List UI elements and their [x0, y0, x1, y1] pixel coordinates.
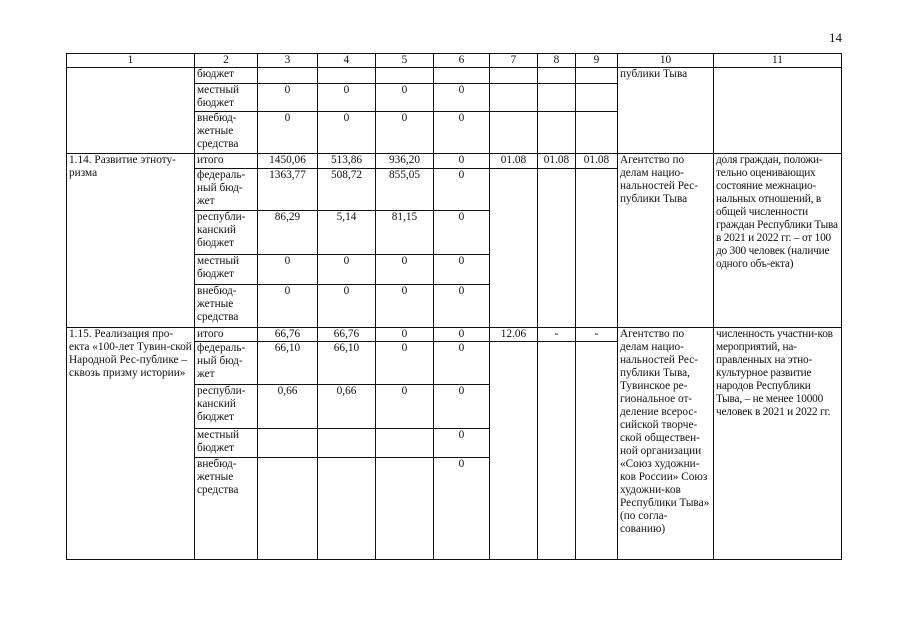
value-cell: 0	[434, 285, 490, 328]
value-cell	[376, 458, 434, 560]
value-cell: 0	[318, 255, 376, 285]
col-number: 6	[434, 54, 490, 68]
value-cell: 0,66	[258, 385, 318, 429]
table-row	[67, 68, 842, 84]
value-cell: 0	[376, 342, 434, 385]
date-cell: 01.08	[490, 154, 538, 169]
value-cell: 0	[258, 84, 318, 112]
funding-source: бюджет	[195, 68, 258, 84]
funding-source: республи-канский бюджет	[195, 385, 258, 429]
value-cell: 66,10	[258, 342, 318, 385]
value-cell: 0	[434, 342, 490, 385]
value-cell: 66,76	[318, 328, 376, 342]
table-row	[67, 328, 842, 342]
table-row	[67, 154, 842, 169]
page-number: 14	[829, 30, 842, 45]
date-cell: 01.08	[576, 154, 618, 169]
value-cell: 66,76	[258, 328, 318, 342]
value-cell: 5,14	[318, 211, 376, 255]
executor-cell: публики Тыва	[618, 68, 714, 154]
date-cell: 12.06	[490, 328, 538, 342]
date-cell: 01.08	[538, 154, 576, 169]
value-cell: 0	[318, 112, 376, 154]
col-number: 10	[618, 54, 714, 68]
funding-source: итого	[195, 154, 258, 169]
value-cell: 0	[376, 328, 434, 342]
funding-source: внебюд-жетные средства	[195, 458, 258, 560]
value-cell: 0	[434, 328, 490, 342]
value-cell: 0	[434, 84, 490, 112]
value-cell: 936,20	[376, 154, 434, 169]
value-cell	[318, 458, 376, 560]
value-cell: 0	[434, 458, 490, 560]
date-cell: -	[576, 328, 618, 342]
value-cell: 0	[318, 84, 376, 112]
indicator-cell: численность участни-ков мероприятий, на-правленных на этно-культурное развитие народов Республики Тыва, – не менее 10000 человек в 2021 и 2022 гг.	[714, 328, 842, 560]
program-table	[66, 53, 842, 560]
date-cell: -	[538, 328, 576, 342]
value-cell: 0	[434, 154, 490, 169]
value-cell: 0	[376, 84, 434, 112]
value-cell: 513,86	[318, 154, 376, 169]
value-cell: 1450,06	[258, 154, 318, 169]
value-cell: 508,72	[318, 169, 376, 211]
value-cell	[258, 429, 318, 458]
value-cell	[376, 429, 434, 458]
funding-source: итого	[195, 328, 258, 342]
measure-name-cell	[67, 68, 195, 154]
indicator-cell: доля граждан, положи-тельно оценивающих состояние межнацио-нальных отношений, в общей численности граждан Республики Тыва в 2021 и 2022 гг. – от 100 до 300 человек (наличие одного объ-екта)	[714, 154, 842, 328]
measure-name-cell: 1.14. Развитие этноту-ризма	[67, 154, 195, 328]
value-cell: 1363,77	[258, 169, 318, 211]
value-cell: 855,05	[376, 169, 434, 211]
value-cell: 0	[434, 112, 490, 154]
value-cell: 0,66	[318, 385, 376, 429]
value-cell: 0	[434, 429, 490, 458]
col-number: 2	[195, 54, 258, 68]
col-number: 11	[714, 54, 842, 68]
value-cell	[258, 458, 318, 560]
value-cell: 0	[434, 255, 490, 285]
col-number: 3	[258, 54, 318, 68]
executor-cell: Агентство по делам нацио-нальностей Рес-публики Тыва, Тувинское ре-гиональное от-деление всерос-сийской творче-ской обществен-ной организации «Союз художни-ков России» Союз художни-ков Республики Тыва» (по согла-сованию)	[618, 328, 714, 560]
value-cell: 0	[258, 285, 318, 328]
col-number: 4	[318, 54, 376, 68]
value-cell: 0	[434, 169, 490, 211]
funding-source: внебюд-жетные средства	[195, 285, 258, 328]
funding-source: местный бюджет	[195, 429, 258, 458]
funding-source: федераль-ный бюд-жет	[195, 169, 258, 211]
measure-name-cell: 1.15. Реализация про-екта «100-лет Тувин-ской Народной Рес-публике – сквозь призму истории»	[67, 328, 195, 560]
executor-cell: Агентство по делам нацио-нальностей Рес-публики Тыва	[618, 154, 714, 328]
col-number: 7	[490, 54, 538, 68]
value-cell: 81,15	[376, 211, 434, 255]
value-cell: 0	[376, 255, 434, 285]
col-number: 8	[538, 54, 576, 68]
value-cell: 0	[258, 112, 318, 154]
col-number: 5	[376, 54, 434, 68]
funding-source: внебюд-жетные средства	[195, 112, 258, 154]
value-cell: 0	[434, 211, 490, 255]
value-cell: 0	[318, 285, 376, 328]
funding-source: местный бюджет	[195, 84, 258, 112]
indicator-cell	[714, 68, 842, 154]
value-cell	[318, 429, 376, 458]
value-cell: 86,29	[258, 211, 318, 255]
value-cell: 0	[434, 385, 490, 429]
funding-source: республи-канский бюджет	[195, 211, 258, 255]
value-cell: 0	[376, 385, 434, 429]
value-cell: 66,10	[318, 342, 376, 385]
col-number: 1	[67, 54, 195, 68]
value-cell: 0	[258, 255, 318, 285]
column-number-row	[67, 54, 842, 68]
col-number: 9	[576, 54, 618, 68]
funding-source: местный бюджет	[195, 255, 258, 285]
value-cell: 0	[376, 285, 434, 328]
value-cell: 0	[376, 112, 434, 154]
funding-source: федераль-ный бюд-жет	[195, 342, 258, 385]
